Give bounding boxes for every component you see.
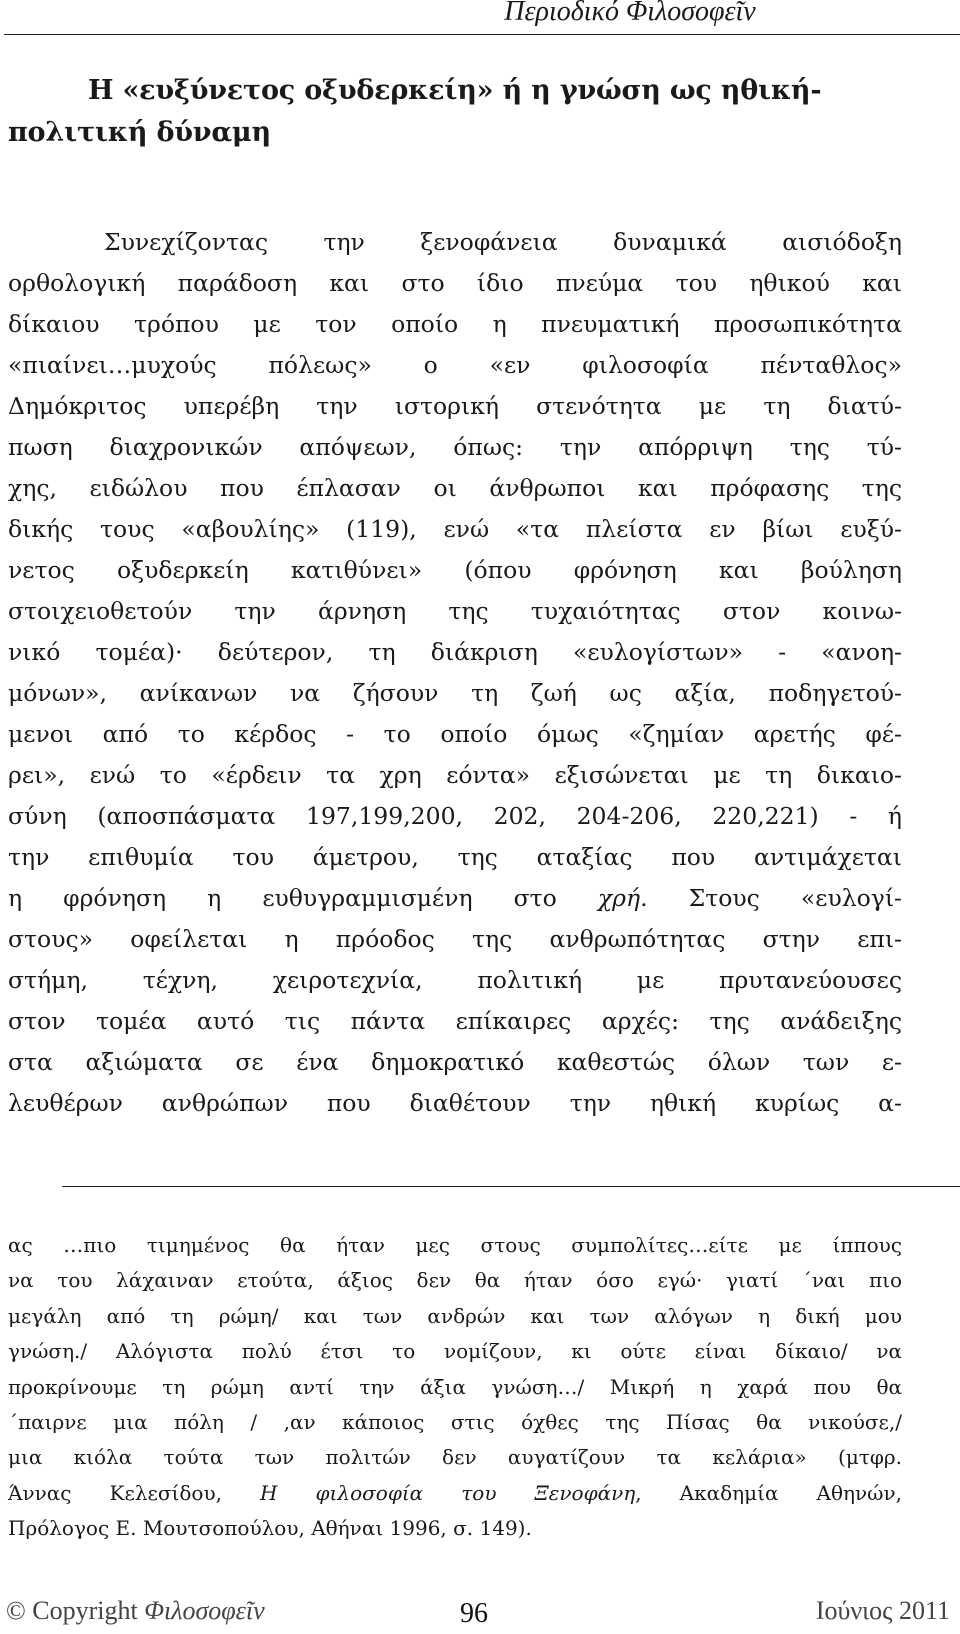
body-line: λευθέρων ανθρώπων που διαθέτουν την ηθική κυρίως α- <box>8 1089 902 1117</box>
footnote-line: Πρόλογος Ε. Μουτσοπούλου, Αθήναι 1996, σ. 149). <box>8 1516 532 1541</box>
body-line: στον τομέα αυτό τις πάντα επίκαιρες αρχές: της ανάδειξης <box>8 1007 902 1035</box>
body-line: στοιχειοθετούν την άρνηση της τυχαιότητας στον κοινω- <box>8 597 902 625</box>
article-title <box>8 70 908 154</box>
body-line: μενοι από το κέρδος - το οποίο όμως «ζημίαν αρετής φέ- <box>8 720 902 748</box>
body-line-17-start: η φρόνηση η ευθυγραμμισμένη στο <box>8 884 598 912</box>
body-line: νετος οξυδερκείη κατιθύνει» (όπου φρόνηση και βούληση <box>8 556 902 584</box>
body-line: στα αξιώματα σε ένα δημοκρατικό καθεστώς όλων των ε- <box>8 1048 902 1076</box>
footnote-line: προκρίνουμε τη ρώμη αντί την άξια γνώση…/ Μικρή η χαρά που θα <box>8 1374 902 1399</box>
footnote-line-8 <box>8 1476 902 1511</box>
footnote-line: να του λάχαιναν ετούτα, άξιος δεν θα ήταν όσο εγώ· γιατί ΄ναι πιο <box>8 1268 902 1293</box>
body-line-17-italic: χρή <box>597 884 641 912</box>
footer-date: Ιούνιος 2011 <box>815 1596 950 1625</box>
page-footer <box>0 1594 960 1634</box>
footnote-line-8-start: Άννας Κελεσίδου, <box>8 1480 261 1505</box>
footnote-line: ΄παιρνε μια πόλη / ,αν κάποιος στις όχθες της Πίσας θα νικούσε,/ <box>8 1410 902 1435</box>
body-line: δικής τους «αβουλίης» (119), ενώ «τα πλείστα εν βίωι ευξύ- <box>8 515 902 543</box>
body-line: ρει», ενώ το «έρδειν τα χρη εόντα» εξισώνεται με τη δικαιο- <box>8 761 902 789</box>
body-line: δίκαιου τρόπου με τον οποίο η πνευματική προσωπικότητα <box>8 310 902 338</box>
body-line: στους» οφείλεται η πρόοδος της ανθρωπότητας στην επι- <box>8 925 902 953</box>
body-line: Δημόκριτος υπερέβη την ιστορική στενότητα με τη διατύ- <box>8 392 902 420</box>
footnote-line-8-end: , Ακαδημία Αθηνών, <box>635 1480 902 1505</box>
body-line-17 <box>8 878 902 919</box>
body-text <box>8 222 902 1124</box>
footnote-line: μεγάλη από τη ρώμη/ και των ανδρών και των αλόγων η δική μου <box>8 1303 902 1328</box>
footnote <box>8 1228 902 1547</box>
body-line: νικό τομέα)· δεύτερον, τη διάκριση «ευλογίστων» - «ανοη- <box>8 638 902 666</box>
footnote-rule <box>62 1186 960 1187</box>
body-line: στήμη, τέχνη, χειροτεχνία, πολιτική με πρυτανεύουσες <box>8 966 902 994</box>
copyright-text: © Copyright <box>6 1596 145 1625</box>
title-line-1: Η «ευξύνετος οξυδερκείη» ή η γνώση ως ηθική- <box>88 75 822 106</box>
body-line: «πιαίνει…μυχούς πόλεως» ο «εν φιλοσοφία πένταθλος» <box>8 351 902 379</box>
footnote-line: γνώση./ Αλόγιστα πολύ έτσι το νομίζουν, κι ούτε είναι δίκαιο/ να <box>8 1339 902 1364</box>
body-line: μόνων», ανίκανων να ζήσουν τη ζωή ως αξία, ποδηγετού- <box>8 679 902 707</box>
footer-copyright <box>6 1596 265 1626</box>
journal-title: Περιοδικό Φιλοσοφεῖν <box>504 0 756 27</box>
body-line: ορθολογική παράδοση και στο ίδιο πνεύμα του ηθικού και <box>8 269 902 297</box>
body-line: την επιθυμία του άμετρου, της αταξίας που αντιμάχεται <box>8 843 902 871</box>
title-line-2: πολιτική δύναμη <box>8 117 271 148</box>
body-line: Συνεχίζοντας την ξενοφάνεια δυναμικά αισιόδοξη <box>104 228 902 256</box>
body-line: χης, ειδώλου που έπλασαν οι άνθρωποι και πρόφασης της <box>8 474 902 502</box>
header-rule <box>4 34 960 35</box>
copyright-journal: Φιλοσοφεῖν <box>144 1596 265 1625</box>
body-line: πωση διαχρονικών απόψεων, όπως: την απόρριψη της τύ- <box>8 433 902 461</box>
body-line: σύνη (αποσπάσματα 197,199,200, 202, 204-206, 220,221) - ή <box>8 802 902 830</box>
footnote-line: μια κιόλα τούτα των πολιτών δεν αυγατίζουν τα κελάρια» (μτφρ. <box>8 1445 902 1470</box>
page-number: 96 <box>460 1598 488 1629</box>
footnote-line: ας …πιο τιμημένος θα ήταν μες στους συμπολίτες…είτε με ίππους <box>8 1233 902 1257</box>
body-line-17-end: . Στους «ευλογί- <box>640 884 902 912</box>
page-header <box>0 0 960 36</box>
footnote-book-title: Η φιλοσοφία του Ξενοφάνη <box>260 1480 636 1505</box>
